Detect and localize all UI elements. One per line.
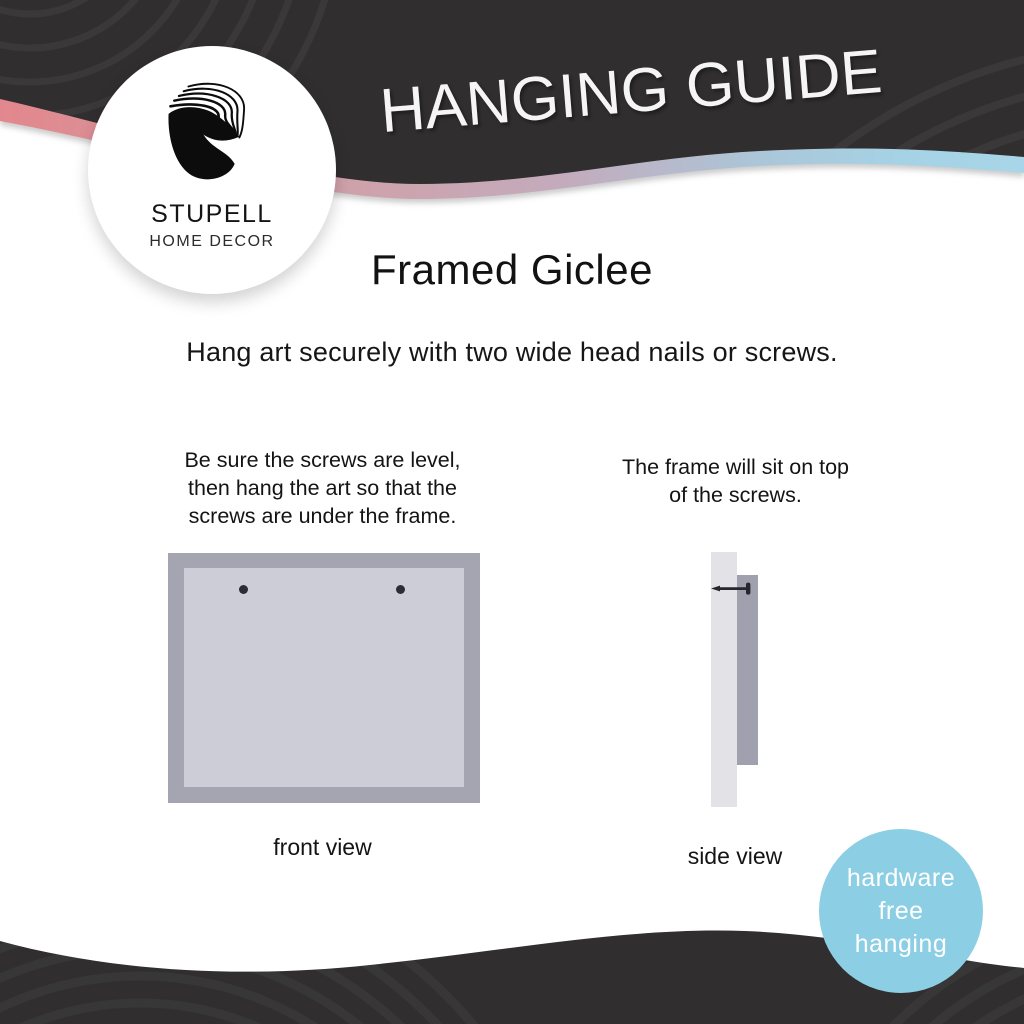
side-view-label: side view: [687, 843, 783, 869]
caption-line: then hang the art so that the: [188, 476, 457, 500]
caption-line: of the screws.: [669, 483, 802, 507]
product-type-title: Framed Giclee: [371, 246, 653, 293]
front-view-frame: [168, 553, 480, 803]
front-view-art-panel: [184, 568, 464, 787]
side-view-caption: [558, 453, 913, 509]
front-view-caption: [140, 446, 505, 530]
page-title: HANGING GUIDE: [377, 36, 885, 147]
caption-line: Be sure the screws are level,: [184, 448, 461, 472]
brand-logo: [88, 46, 336, 294]
stupell-s-swirl-icon: [160, 78, 264, 196]
front-view-label: front view: [273, 834, 372, 860]
badge-line: free: [878, 896, 924, 925]
hardware-free-badge: [819, 829, 983, 993]
brand-name: STUPELL: [151, 200, 273, 228]
side-view-backing-bar: [737, 575, 758, 765]
caption-line: The frame will sit on top: [621, 455, 850, 479]
badge-line: hardware: [846, 863, 956, 892]
screw-dot-right: [396, 585, 405, 594]
nail-icon: [709, 580, 753, 597]
badge-line: hanging: [854, 929, 948, 958]
screw-dot-left: [239, 585, 248, 594]
brand-tagline: HOME DECOR: [149, 233, 275, 250]
caption-line: screws are under the frame.: [188, 504, 457, 528]
main-instruction: Hang art securely with two wide head nails or screws.: [186, 337, 838, 367]
